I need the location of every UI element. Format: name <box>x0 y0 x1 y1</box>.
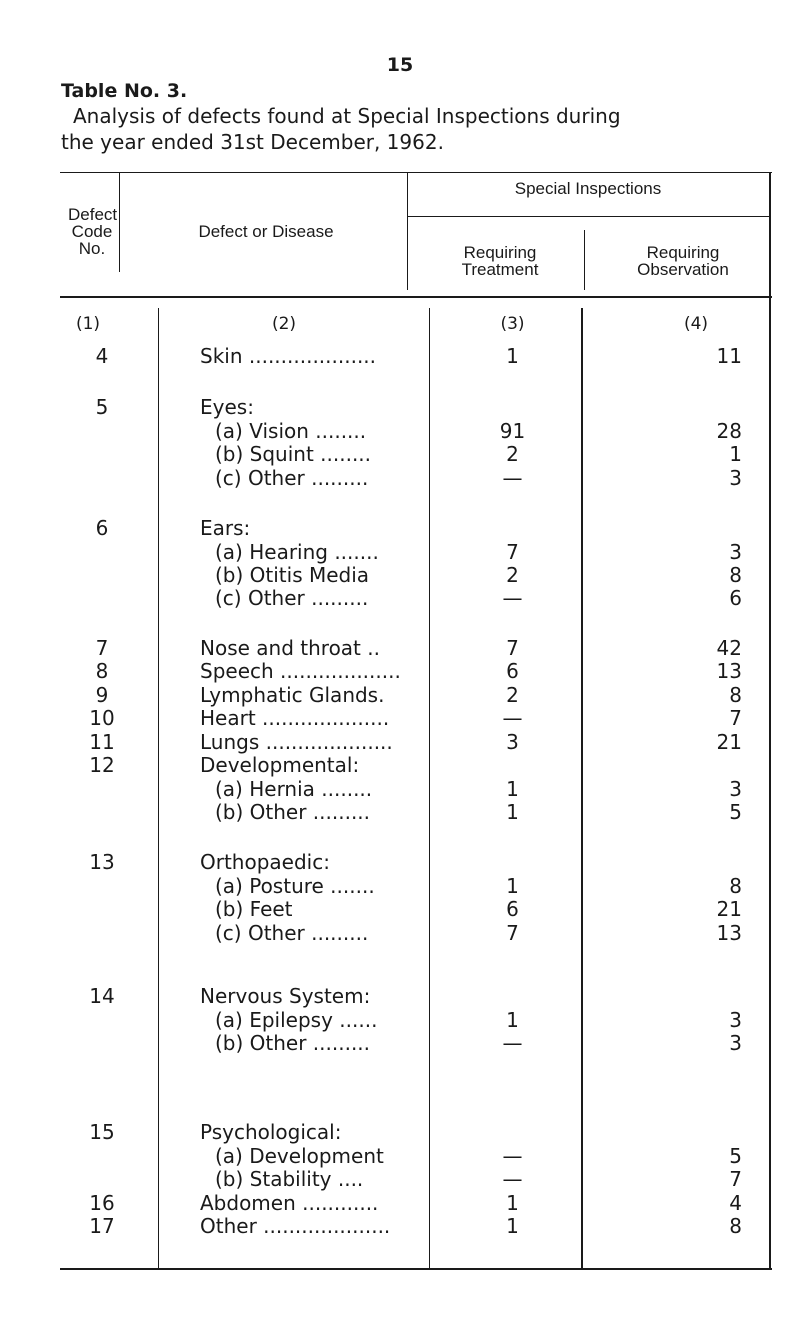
row-treatment: 1 <box>506 777 519 801</box>
row-treatment: 2 <box>506 563 519 587</box>
row-label: Eyes: <box>200 395 254 419</box>
row-observation: 42 <box>716 636 742 660</box>
row-observation: 3 <box>729 1008 742 1032</box>
row-code: 15 <box>89 1120 115 1144</box>
row-observation: 11 <box>716 344 742 368</box>
defects-table <box>60 172 772 1270</box>
row-observation: 5 <box>729 800 742 824</box>
header-divider-defect <box>407 172 408 290</box>
row-treatment: 1 <box>506 874 519 898</box>
row-label: Heart .................... <box>200 706 390 730</box>
row-treatment: 2 <box>506 683 519 707</box>
header-bottom-rule <box>60 296 772 298</box>
table-row <box>60 1030 772 1056</box>
header-requiring-treatment: Requiring Treatment <box>461 243 539 279</box>
row-label: (b) Other ......... <box>215 800 371 824</box>
row-observation: 8 <box>729 1214 742 1238</box>
row-observation: 7 <box>729 1167 742 1191</box>
row-code: 16 <box>89 1191 115 1215</box>
row-label: Developmental: <box>200 753 360 777</box>
header-divider-subcols <box>584 230 585 290</box>
column-number-2: (2) <box>271 314 297 334</box>
row-label: Other .................... <box>200 1214 391 1238</box>
row-code: 14 <box>89 984 115 1008</box>
header-special-inspections: Special Inspections <box>514 179 662 198</box>
page-number: 15 <box>386 54 414 76</box>
row-treatment: 91 <box>499 419 526 443</box>
row-label: Orthopaedic: <box>200 850 330 874</box>
row-observation: 6 <box>729 586 742 610</box>
caption-line-2: the year ended 31st December, 1962. <box>61 130 444 154</box>
row-treatment: 6 <box>506 897 519 921</box>
table-row <box>60 896 772 922</box>
column-number-4: (4) <box>683 314 709 334</box>
table-top-rule <box>60 172 772 173</box>
row-code: 5 <box>95 395 109 419</box>
row-treatment: 6 <box>506 659 519 683</box>
row-label: (a) Development <box>215 1144 384 1168</box>
row-label: (a) Hernia ........ <box>215 777 373 801</box>
table-row <box>60 920 772 946</box>
table-row <box>60 515 772 541</box>
table-caption <box>61 103 761 155</box>
table-row <box>60 394 772 420</box>
row-code: 13 <box>89 850 115 874</box>
row-observation: 8 <box>729 874 742 898</box>
row-observation: 1 <box>729 442 742 466</box>
table-row <box>60 465 772 491</box>
row-treatment: 7 <box>506 921 519 945</box>
row-treatment: 1 <box>506 1008 519 1032</box>
row-treatment: — <box>502 1144 523 1168</box>
row-observation: 21 <box>716 730 742 754</box>
row-observation: 3 <box>729 777 742 801</box>
table-row <box>60 441 772 467</box>
row-code: 7 <box>95 636 109 660</box>
row-observation: 7 <box>729 706 742 730</box>
table-row <box>60 658 772 684</box>
header-requiring-observation: Requiring Observation <box>637 243 729 279</box>
row-code: 12 <box>89 753 115 777</box>
row-label: (b) Other ......... <box>215 1031 371 1055</box>
row-label: (a) Hearing ....... <box>215 540 379 564</box>
row-observation: 21 <box>716 897 742 921</box>
row-treatment: — <box>502 586 523 610</box>
row-label: (b) Stability .... <box>215 1167 364 1191</box>
table-row <box>60 799 772 825</box>
table-bottom-rule <box>60 1268 772 1270</box>
row-label: (c) Other ......... <box>215 921 369 945</box>
table-row <box>60 1119 772 1145</box>
row-treatment: 1 <box>506 1191 519 1215</box>
row-treatment: 7 <box>506 540 519 564</box>
row-label: (a) Posture ....... <box>215 874 375 898</box>
row-treatment: 1 <box>506 344 519 368</box>
row-observation: 13 <box>716 659 742 683</box>
column-number-3: (3) <box>500 314 525 334</box>
table-row <box>60 849 772 875</box>
row-label: Ears: <box>200 516 251 540</box>
row-label: (b) Otitis Media <box>215 563 370 587</box>
row-code: 6 <box>95 516 109 540</box>
row-label: (a) Vision ........ <box>215 419 367 443</box>
header-divider-code <box>119 172 120 272</box>
row-label: Lymphatic Glands. <box>200 683 385 707</box>
row-observation: 13 <box>716 921 742 945</box>
row-code: 9 <box>95 683 109 707</box>
header-code: Defect Code No. <box>68 205 118 258</box>
row-treatment: 3 <box>506 730 519 754</box>
row-code: 17 <box>89 1214 115 1238</box>
row-label: (b) Feet <box>215 897 293 921</box>
row-observation: 4 <box>729 1191 742 1215</box>
table-row <box>60 585 772 611</box>
row-observation: 3 <box>729 466 742 490</box>
row-observation: 28 <box>716 419 742 443</box>
row-label: Abdomen ............ <box>200 1191 379 1215</box>
header-mid-rule <box>407 216 769 217</box>
row-code: 10 <box>89 706 115 730</box>
table-row <box>60 1166 772 1192</box>
row-label: (c) Other ......... <box>215 586 369 610</box>
row-observation: 8 <box>729 683 742 707</box>
table-row <box>60 705 772 731</box>
row-treatment: 1 <box>506 1214 519 1238</box>
column-number-1: (1) <box>75 314 101 334</box>
row-treatment: 7 <box>506 636 519 660</box>
row-label: Nervous System: <box>200 984 371 1008</box>
caption-line-1: Analysis of defects found at Special Inspections during <box>73 104 621 128</box>
row-observation: 3 <box>729 540 742 564</box>
row-treatment: — <box>502 1031 523 1055</box>
row-treatment: — <box>502 706 523 730</box>
table-row <box>60 983 772 1009</box>
row-label: Nose and throat .. <box>200 636 380 660</box>
row-label: Speech ................... <box>200 659 401 683</box>
row-label: (b) Squint ........ <box>215 442 372 466</box>
table-row <box>60 343 772 369</box>
table-title: Table No. 3. <box>61 80 188 102</box>
row-code: 11 <box>89 730 115 754</box>
header-defect: Defect or Disease <box>198 222 334 241</box>
row-observation: 8 <box>729 563 742 587</box>
row-label: Psychological: <box>200 1120 342 1144</box>
row-observation: 5 <box>729 1144 742 1168</box>
row-observation: 3 <box>729 1031 742 1055</box>
row-label: (c) Other ......... <box>215 466 369 490</box>
row-treatment: 2 <box>506 442 519 466</box>
row-label: (a) Epilepsy ...... <box>215 1008 378 1032</box>
row-label: Lungs .................... <box>200 730 393 754</box>
row-code: 4 <box>95 344 109 368</box>
row-treatment: 1 <box>506 800 519 824</box>
row-treatment: — <box>502 466 523 490</box>
row-treatment: — <box>502 1167 523 1191</box>
table-row <box>60 752 772 778</box>
row-label: Skin .................... <box>200 344 377 368</box>
row-code: 8 <box>95 659 109 683</box>
table-row <box>60 1213 772 1239</box>
